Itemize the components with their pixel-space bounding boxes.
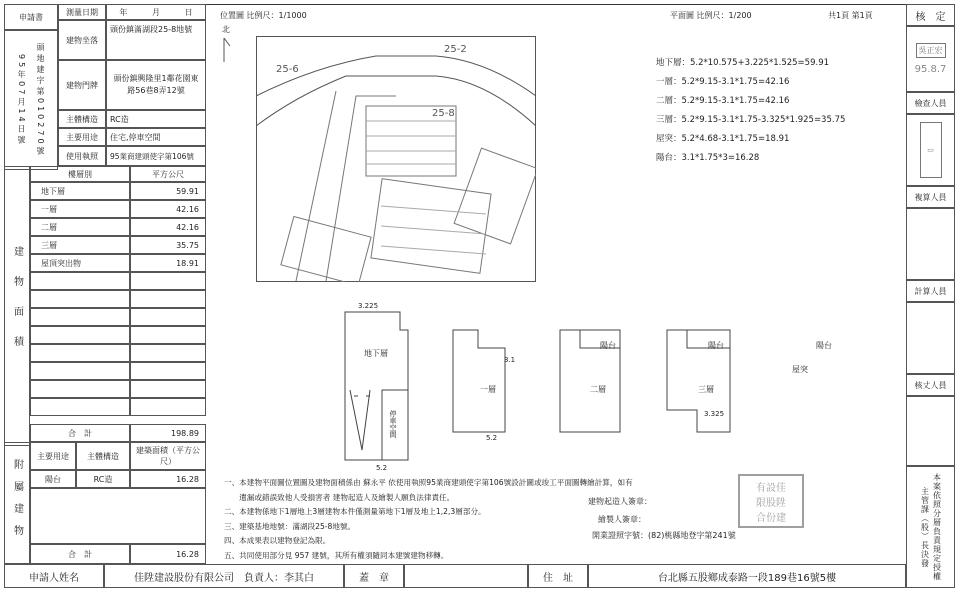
calc-line: 三層：5.2*9.15-3.1*1.75-3.325*1.925=35.75 xyxy=(656,115,846,125)
computer-area xyxy=(906,302,955,374)
north-label: 北 xyxy=(222,25,230,34)
note-line: 五、共同使用部分見 957 建號，其所有權須隨同本建號建物移轉。 xyxy=(224,550,449,560)
floor-name xyxy=(30,272,130,290)
inspector-area xyxy=(906,114,955,186)
floor-area: 42.16 xyxy=(130,200,206,218)
calculator-area xyxy=(906,208,955,280)
floors-total-value: 198.89 xyxy=(130,424,206,442)
lot-25-8: 25-8 xyxy=(432,108,455,119)
stamp-line-1: 有設佳 xyxy=(756,482,786,494)
floor-area xyxy=(130,308,206,326)
note-line: 遺漏或錯誤致他人受損害者 建物起造人及繪製人願負法律責任。 xyxy=(224,492,455,502)
balcony-label-2: 陽台 xyxy=(600,341,616,350)
verify-label: 核 定 xyxy=(906,4,955,26)
plan-scale: 平面圖 比例尺：1/200 xyxy=(670,11,752,20)
plan-1f: 一層 xyxy=(480,385,496,394)
floor-name xyxy=(30,344,130,362)
floor-area xyxy=(130,344,206,362)
lot-25-2: 25-2 xyxy=(444,44,467,55)
note-line: 四、本成果表以建物登記為限。 xyxy=(224,536,331,545)
area-col-header: 平方公尺 xyxy=(130,166,206,182)
doorplate-value: 頭份鎮興隆里1鄰花園東路56巷8弄12號 xyxy=(106,60,206,110)
floor-area: 59.91 xyxy=(130,182,206,200)
floor-area: 18.91 xyxy=(130,254,206,272)
floor-name xyxy=(30,380,130,398)
calc-line: 一層：5.2*9.15-3.1*1.75=42.16 xyxy=(656,77,790,87)
floor-area: 42.16 xyxy=(130,218,206,236)
permit-code: 頭地建字第010270號 xyxy=(36,42,45,158)
attached-total-value: 16.28 xyxy=(130,544,206,564)
floor-area xyxy=(130,326,206,344)
plan-2f: 二層 xyxy=(590,385,606,394)
note-line: 二、本建物係地下1層地上3層建物本件僅測量第地下1層及地上1,2,3層部分。 xyxy=(224,507,486,516)
page-count: 共1頁 第1頁 xyxy=(828,11,873,20)
permit-date: 95年07月14日號 xyxy=(17,53,26,147)
company-stamp xyxy=(738,474,804,528)
drafter-signature: 繪製人簽章： xyxy=(598,515,646,524)
stamp-line-3: 合份建 xyxy=(756,512,786,524)
attached-struct-header: 主體構造 xyxy=(76,442,130,470)
floor-name: 三層 xyxy=(30,236,130,254)
builder-signature: 建物起造人簽章： xyxy=(588,497,652,506)
floor-name xyxy=(30,290,130,308)
plan-b1: 地下層 xyxy=(364,349,388,358)
floor-name: 屋頂突出物 xyxy=(30,254,130,272)
doorplate-label: 建物門牌 xyxy=(58,60,106,110)
floor-name xyxy=(30,326,130,344)
calc-line: 陽台：3.1*1.75*3=16.28 xyxy=(656,153,760,163)
floor-area xyxy=(130,290,206,308)
build-loc-label: 建物坐落 xyxy=(58,20,106,60)
year-label: 年 xyxy=(119,7,128,17)
floor-area xyxy=(130,362,206,380)
computer-label: 計算人員 xyxy=(906,280,955,302)
structure-label: 主體構造 xyxy=(58,110,106,128)
floor-name: 二層 xyxy=(30,218,130,236)
attached-use: 陽台 xyxy=(30,470,76,488)
plan-3f: 三層 xyxy=(698,385,714,394)
attached-total-label: 合 計 xyxy=(30,544,130,564)
floors-total-label: 合 計 xyxy=(30,424,130,442)
attached-empty xyxy=(30,488,206,544)
month-label: 月 xyxy=(151,7,160,17)
attached-struct: RC造 xyxy=(76,470,130,488)
verify-stamp xyxy=(906,26,955,92)
permit-number xyxy=(4,30,58,170)
attached-side: 附屬建物 xyxy=(4,442,30,564)
lot-25-6: 25-6 xyxy=(276,64,299,75)
floor-plans xyxy=(340,300,760,470)
inspector-label: 檢查人員 xyxy=(906,92,955,114)
inspector-stamp: ▭ xyxy=(920,122,942,178)
build-loc-value: 頭份鎮滿湖段25-8地號 xyxy=(106,20,206,60)
survey-date-value xyxy=(106,4,206,20)
use-label: 主要用途 xyxy=(58,128,106,146)
floor-area xyxy=(130,398,206,416)
attached-area-header: 建築面積（平方公尺） xyxy=(130,442,206,470)
plan-roof: 屋突 xyxy=(792,365,808,374)
address-label: 住 址 xyxy=(528,564,588,588)
seal-area xyxy=(404,564,528,588)
note-line: 一、本建物平面圖位置圖及建物面積係由 蘇永平 依使用執照95業商建頭使字第106號設計圖或竣工平面圖轉繪計算，如有 xyxy=(224,478,633,487)
dim-b1: 3.1 xyxy=(504,356,516,364)
dim-e: 3.325 xyxy=(704,410,725,418)
north-arrow-icon xyxy=(216,36,236,66)
dim-w1: 5.2 xyxy=(486,434,498,442)
stamp-line-2: 限股陞 xyxy=(756,497,786,509)
building-area-side: 建物面積 xyxy=(4,166,30,446)
application-label: 申請書 xyxy=(4,4,58,30)
license-number: 開業證照字號：(82)桃縣地登字第241號 xyxy=(592,531,736,540)
calc-line: 二層：5.2*9.15-3.1*1.75=42.16 xyxy=(656,96,790,106)
calculator-label: 複算人員 xyxy=(906,186,955,208)
license-label: 使用執照 xyxy=(58,146,106,166)
floor-col-header: 樓層別 xyxy=(30,166,130,182)
attached-area: 16.28 xyxy=(130,470,206,488)
day-label: 日 xyxy=(184,7,193,17)
verify-stamp-name: 吳正宏 xyxy=(916,43,946,58)
floor-area xyxy=(130,380,206,398)
calc-line: 地下層：5.2*10.575+3.225*1.525=59.91 xyxy=(656,58,830,68)
clerk-label: 核丈人員 xyxy=(906,374,955,396)
use-value: 住宅,停車空間 xyxy=(106,128,206,146)
attached-use-header: 主要用途 xyxy=(30,442,76,470)
applicant-label: 申請人姓名 xyxy=(4,564,104,588)
license-value: 95業商建頭使字第106號 xyxy=(106,146,206,166)
clerk-area xyxy=(906,396,955,466)
floor-area: 35.75 xyxy=(130,236,206,254)
floor-name xyxy=(30,308,130,326)
applicant-value: 佳陞建設股份有限公司 負責人：李其白 xyxy=(104,564,344,588)
address-value: 台北縣五股鄉成泰路一段189巷16號5樓 xyxy=(588,564,906,588)
location-scale: 位置圖 比例尺：1/1000 xyxy=(220,11,307,20)
floor-name: 一層 xyxy=(30,200,130,218)
calc-line: 屋突：5.2*4.68-3.1*1.75=18.91 xyxy=(656,134,790,144)
dim-top: 3.225 xyxy=(358,302,379,310)
floor-name xyxy=(30,362,130,380)
law-text-content: 本案依照分層負責規定授權主管課（股）長決發 xyxy=(920,473,942,581)
balcony-label-3: 陽台 xyxy=(708,341,724,350)
balcony-label-r: 陽台 xyxy=(816,341,832,350)
floor-name xyxy=(30,398,130,416)
law-text xyxy=(906,466,955,588)
floor-area xyxy=(130,272,206,290)
parking-label: 停車空間 xyxy=(389,410,397,438)
note-line: 三、建築基地地號：滿湖段25-8地號。 xyxy=(224,521,356,531)
seal-label: 蓋 章 xyxy=(344,564,404,588)
survey-date-label: 測量日期 xyxy=(58,4,106,20)
verify-stamp-date: 95.8.7 xyxy=(914,64,947,75)
dim-w: 5.2 xyxy=(376,464,388,472)
floor-name: 地下層 xyxy=(30,182,130,200)
structure-value: RC造 xyxy=(106,110,206,128)
